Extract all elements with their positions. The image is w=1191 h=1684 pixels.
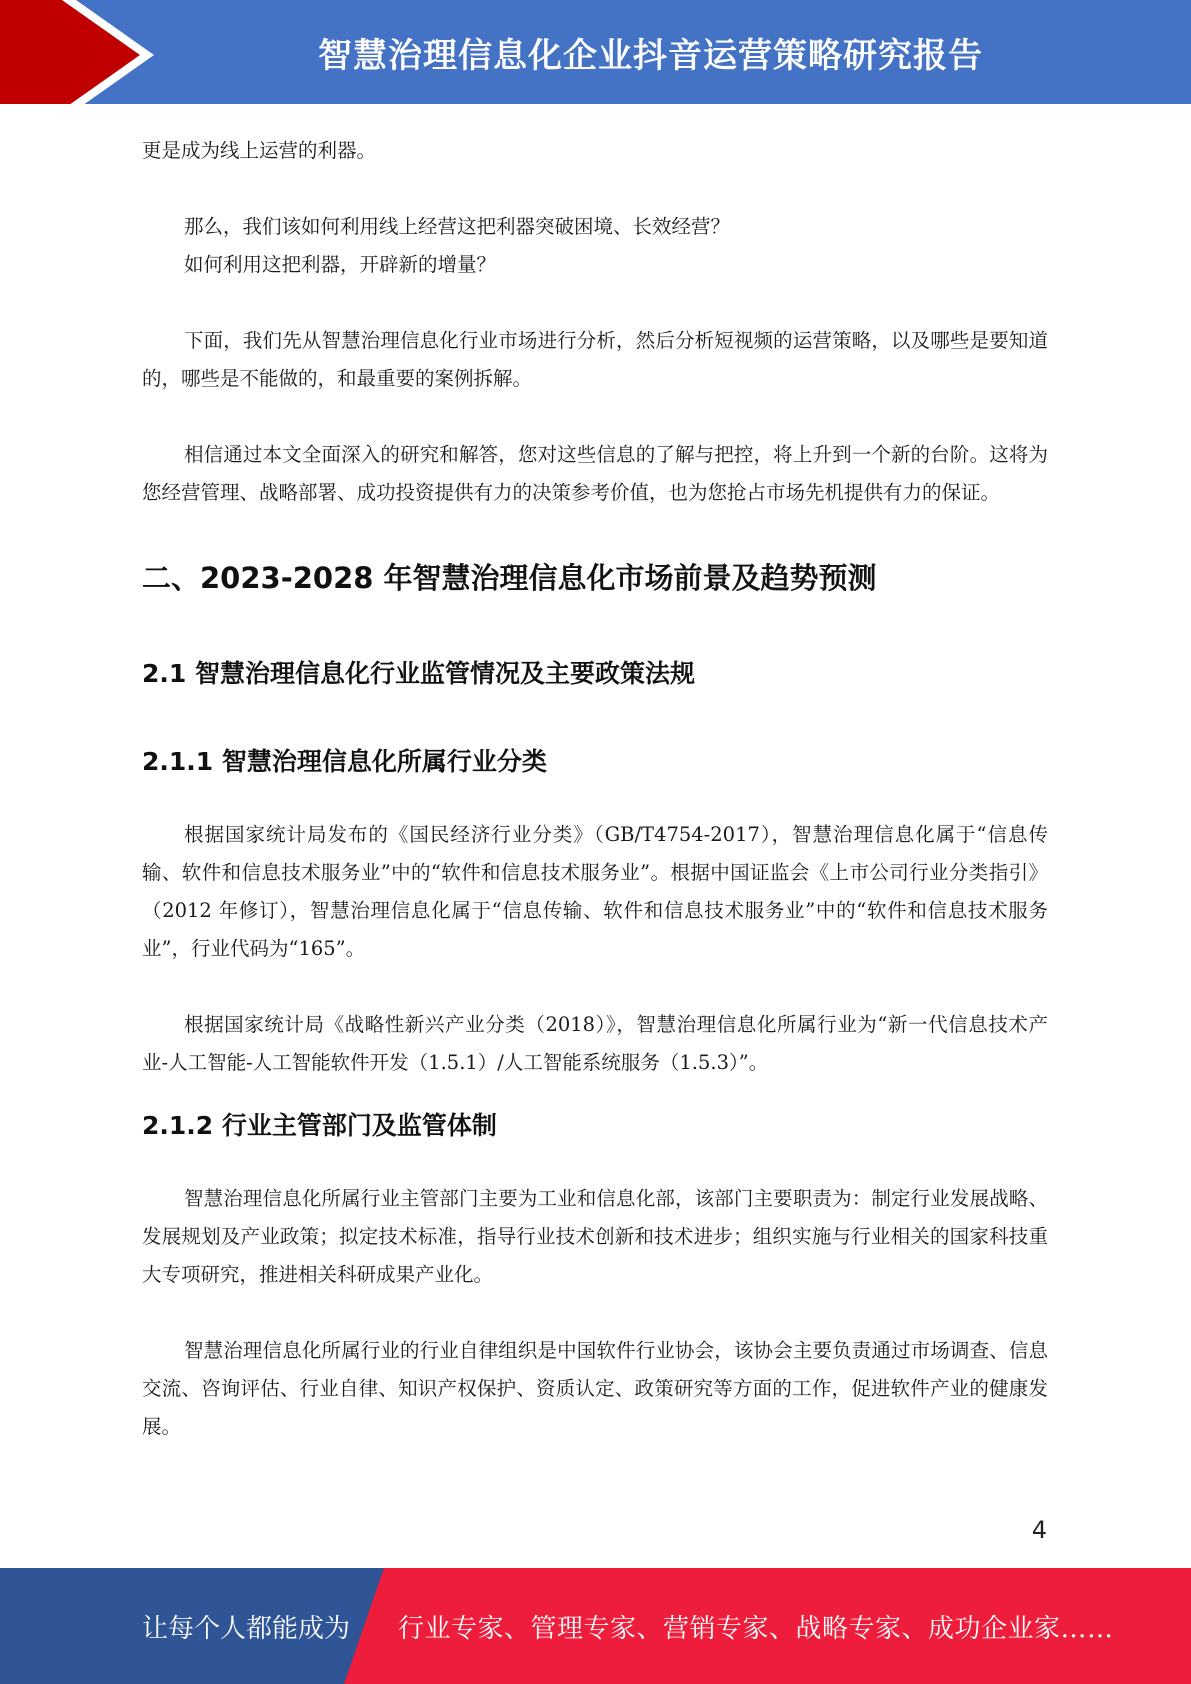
- footer-slogan-left: 让每个人都能成为: [142, 1613, 351, 1644]
- document-body: [142, 132, 1048, 1446]
- paragraph-association: 智慧治理信息化所属行业的行业自律组织是中国软件行业协会，该协会主要负责通过市场调查、信息交流、咨询评估、行业自律、知识产权保护、资质认定、政策研究等方面的工作，促进软件产业的健康发展。: [142, 1339, 1048, 1438]
- footer-slogan-right: 行业专家、管理专家、营销专家、战略专家、成功企业家……: [398, 1613, 1114, 1644]
- page-footer: [0, 1568, 1191, 1684]
- page-number: 4: [1031, 1516, 1047, 1544]
- paragraph-classification-1: 根据国家统计局发布的《国民经济行业分类》（GB/T4754-2017），智慧治理信息化属于“信息传输、软件和信息技术服务业”中的“软件和信息技术服务业”。根据中国证监会《上市公司行业分类指引》（2012 年修订），智慧治理信息化属于“信息传输、软件和信息技术服务业”中的“软件和信息技术服务业”，行业代码为“165”。: [142, 823, 1048, 960]
- paragraph-question-2: 如何利用这把利器，开辟新的增量？: [184, 253, 497, 276]
- paragraph-question-1: 那么，我们该如何利用线上经营这把利器突破困境、长效经营？: [184, 215, 731, 238]
- header-red-arrow: [0, 0, 140, 110]
- paragraph-belief: 相信通过本文全面深入的研究和解答，您对这些信息的了解与把控，将上升到一个新的台阶。这将为您经营管理、战略部署、成功投资提供有力的决策参考价值，也为您抢占市场先机提供有力的保证。: [142, 443, 1048, 504]
- section-2-heading: 二、2023-2028 年智慧治理信息化市场前景及趋势预测: [142, 561, 877, 595]
- paragraph-authority: 智慧治理信息化所属行业主管部门主要为工业和信息化部，该部门主要职责为：制定行业发展战略、发展规划及产业政策；拟定技术标准，指导行业技术创新和技术进步；组织实施与行业相关的国家科技重大专项研究，推进相关科研成果产业化。: [142, 1187, 1048, 1286]
- section-2-1-1-heading: 2.1.1 智慧治理信息化所属行业分类: [142, 747, 547, 776]
- paragraph-classification-2: 根据国家统计局《战略性新兴产业分类（2018）》，智慧治理信息化所属行业为“新一代信息技术产业-人工智能-人工智能软件开发（1.5.1）/人工智能系统服务（1.5.3）”。: [142, 1013, 1048, 1074]
- paragraph-intro-end: 更是成为线上运营的利器。: [142, 139, 377, 162]
- page-header: [0, 0, 1191, 110]
- section-2-1-2-heading: 2.1.2 行业主管部门及监管体制: [142, 1111, 497, 1140]
- header-bottom-stripe: [0, 104, 1191, 110]
- section-2-1-heading: 2.1 智慧治理信息化行业监管情况及主要政策法规: [142, 659, 695, 688]
- report-title: 智慧治理信息化企业抖音运营策略研究报告: [318, 35, 983, 76]
- paragraph-overview: 下面，我们先从智慧治理信息化行业市场进行分析，然后分析短视频的运营策略，以及哪些是要知道的，哪些是不能做的，和最重要的案例拆解。: [142, 329, 1048, 390]
